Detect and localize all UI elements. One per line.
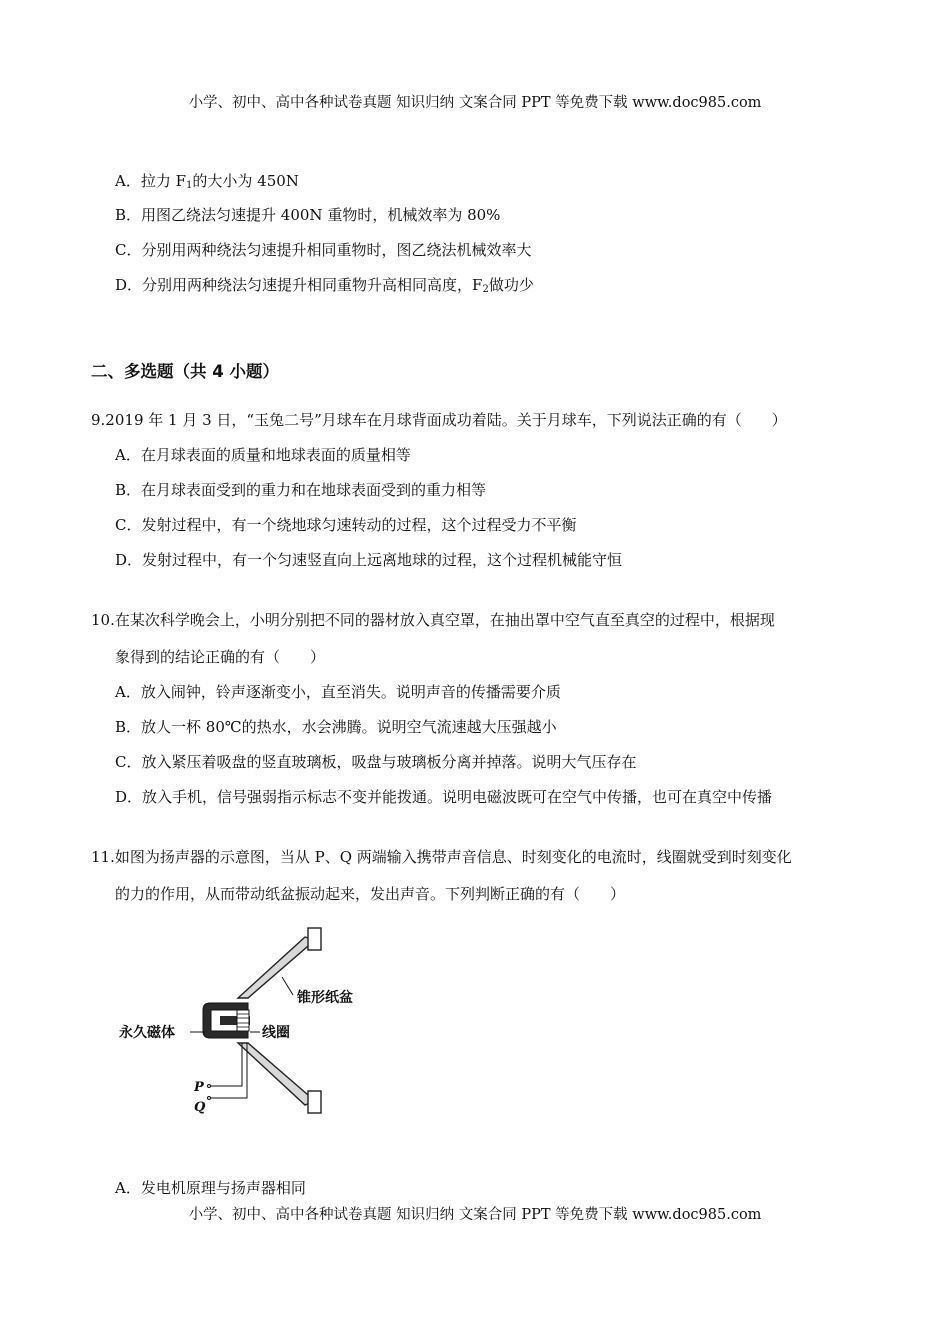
q11-stem-line1: 11.如图为扬声器的示意图，当从 P、Q 两端输入携带声音信息、时刻变化的电流时，线圈就受到时刻变化 xyxy=(91,848,792,866)
q8-option-a-pre: A．拉力 F xyxy=(115,172,187,190)
cone-upper-wall xyxy=(238,937,315,998)
q10-stem-line2: 象得到的结论正确的有（ ） xyxy=(115,648,326,666)
q10-option-d: D．放入手机，信号强弱指示标志不变并能拨通。说明电磁波既可在空气中传播，也可在真空中传播 xyxy=(115,788,773,806)
q11-option-a: A．发电机原理与扬声器相同 xyxy=(115,1179,306,1197)
cone-leader-line xyxy=(282,977,293,995)
q8-option-a-post: 的大小为 450N xyxy=(192,172,299,190)
label-p: P xyxy=(194,1080,204,1095)
q9-option-b: B．在月球表面受到的重力和在地球表面受到的重力相等 xyxy=(115,481,487,499)
page-header: 小学、初中、高中各种试卷真题 知识归纳 文案合同 PPT 等免费下载 www.doc985.com xyxy=(188,95,762,111)
q-wire xyxy=(210,1043,247,1098)
q8-option-b: B．用图乙绕法匀速提升 400N 重物时，机械效率为 80% xyxy=(115,206,501,224)
page-footer: 小学、初中、高中各种试卷真题 知识归纳 文案合同 PPT 等免费下载 www.doc985.com xyxy=(188,1207,762,1223)
q8-option-d-sub: 2 xyxy=(482,284,489,295)
q10-option-a: A．放入闹钟，铃声逐渐变小，直至消失。说明声音的传播需要介质 xyxy=(115,683,561,701)
q11-stem-line2: 的力的作用，从而带动纸盆振动起来，发出声音。下列判断正确的有（ ） xyxy=(115,885,626,903)
q10-option-b: B．放人一杯 80℃的热水，水会沸腾。说明空气流速越大压强越小 xyxy=(115,718,557,736)
q10-option-c: C．放入紧压着吸盘的竖直玻璃板，吸盘与玻璃板分离并掉落。说明大气压存在 xyxy=(115,753,637,771)
q9-option-c: C．发射过程中，有一个绕地球匀速转动的过程，这个过程受力不平衡 xyxy=(115,516,577,534)
p-terminal xyxy=(208,1085,211,1088)
speaker-diagram xyxy=(110,915,380,1145)
q8-option-d-pre: D．分别用两种绕法匀速提升相同重物升高相同高度，F xyxy=(115,276,483,294)
q10-stem-line1: 10.在某次科学晚会上，小明分别把不同的器材放入真空罩，在抽出罩中空气直至真空的过程中，根据现 xyxy=(91,611,775,629)
label-q: Q xyxy=(194,1100,206,1115)
q8-option-a-sub: 1 xyxy=(186,180,193,191)
p-wire xyxy=(210,1043,242,1086)
q8-option-d xyxy=(115,274,534,295)
q-terminal xyxy=(208,1097,211,1100)
q8-option-c: C．分别用两种绕法匀速提升相同重物时，图乙绕法机械效率大 xyxy=(115,241,532,259)
section-title: 二、多选题（共 4 小题） xyxy=(91,362,279,381)
label-magnet: 永久磁体 xyxy=(119,1025,175,1041)
voice-coil xyxy=(237,1010,249,1031)
q8-option-d-post: 做功少 xyxy=(488,276,534,294)
q8-option-a xyxy=(115,170,299,191)
q9-option-d: D．发射过程中，有一个匀速竖直向上远离地球的过程，这个过程机械能守恒 xyxy=(115,551,623,569)
cone-rim-bottom xyxy=(308,1091,321,1113)
label-coil: 线圈 xyxy=(262,1025,290,1041)
cone-rim-top xyxy=(308,928,321,950)
cone-lower-wall xyxy=(238,1043,315,1105)
q9-stem: 9.2019 年 1 月 3 日，“玉兔二号”月球车在月球背面成功着陆。关于月球车，下列说法正确的有（ ） xyxy=(91,411,787,429)
label-cone: 锥形纸盆 xyxy=(297,990,353,1006)
q9-option-a: A．在月球表面的质量和地球表面的质量相等 xyxy=(115,446,411,464)
